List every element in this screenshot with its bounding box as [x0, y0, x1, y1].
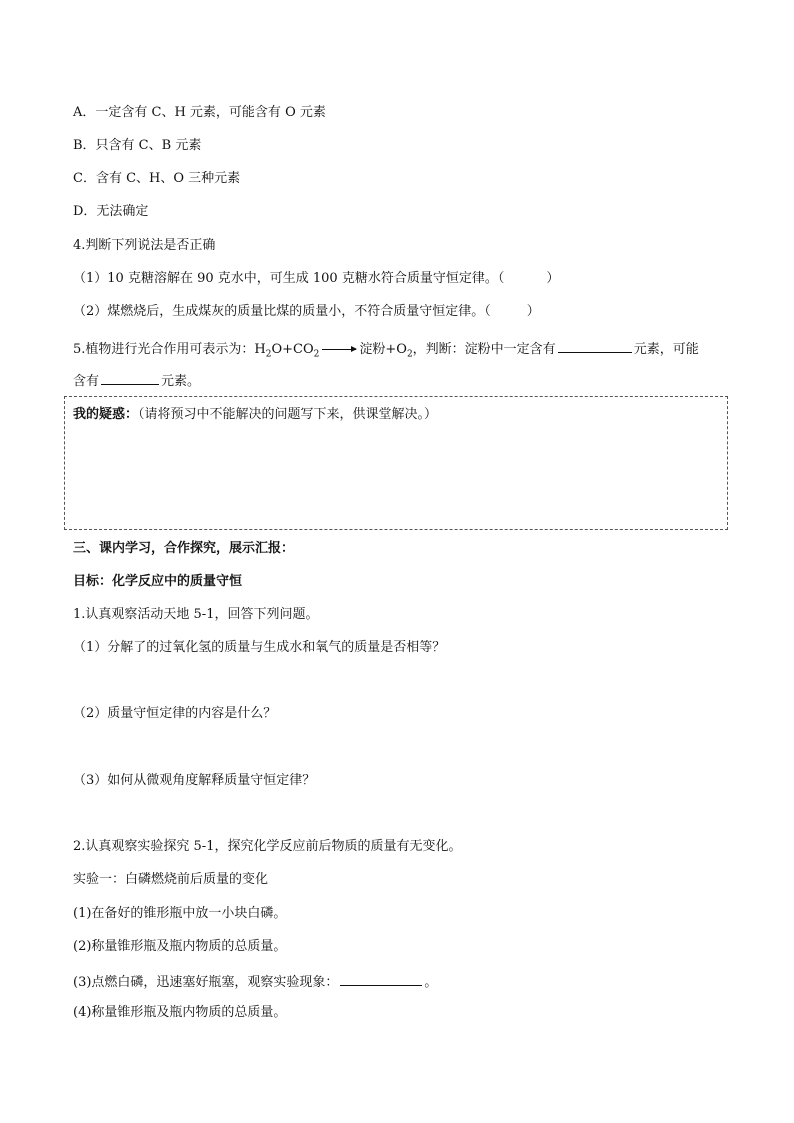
option-d: D．无法确定 — [73, 204, 149, 219]
q1-item-1: （1）分解了的过氧化氢的质量与生成水和氧气的质量是否相等？ — [73, 640, 446, 655]
q5-prefix: 5.植物进行光合作用可表示为：H — [73, 342, 266, 357]
step-1: (1)在备好的锥形瓶中放一小块白磷。 — [73, 906, 287, 921]
step-2: (2)称量锥形瓶及瓶内物质的总质量。 — [73, 939, 287, 954]
o2-subscript: 2 — [406, 349, 413, 360]
answer-blank-element-must[interactable] — [558, 338, 632, 353]
q5-reactant-co: O+CO — [271, 342, 314, 357]
co2-subscript: 2 — [313, 349, 320, 360]
goal-heading: 目标：化学反应中的质量守恒 — [73, 574, 243, 589]
q2-title: 2.认真观察实验探究 5-1，探究化学反应前后物质的质量有无变化。 — [73, 839, 462, 854]
answer-blank-element-may[interactable] — [101, 370, 159, 385]
questions-box[interactable] — [64, 396, 728, 530]
q4-title: 4.判断下列说法是否正确 — [73, 238, 216, 253]
q4-item-1-text: （1）10 克糖溶解在 90 克水中，可生成 100 克糖水符合质量守恒定律。（ — [73, 271, 505, 286]
q1-title: 1.认真观察活动天地 5-1，回答下列问题。 — [73, 607, 319, 622]
option-b: B．只含有 C、B 元素 — [73, 138, 202, 153]
q1-item-3: （3）如何从微观角度解释质量守恒定律？ — [73, 773, 316, 788]
h2o-subscript: 2 — [265, 349, 272, 360]
q5-line-2 — [73, 370, 200, 391]
q4-item-2-text: （2）煤燃烧后，生成煤灰的质量比煤的质量小，不符合质量守恒定律。（ — [73, 304, 491, 319]
experiment-1-title: 实验一：白磷燃烧前后质量的变化 — [73, 872, 269, 887]
option-c: C．含有 C、H、O 三种元素 — [73, 171, 241, 186]
q5-line-1 — [73, 338, 699, 359]
questions-box-prompt — [73, 406, 437, 424]
q4-item-2 — [73, 303, 540, 321]
q1-item-2: （2）质量守恒定律的内容是什么？ — [73, 706, 277, 721]
questions-box-text: （请将预习中不能解决的问题写下来，供课堂解决。） — [138, 407, 438, 422]
step-4: (4)称量锥形瓶及瓶内物质的总质量。 — [73, 1005, 287, 1020]
reaction-arrow-icon — [322, 349, 356, 350]
q5-line2-suffix: 元素。 — [161, 374, 201, 389]
q5-after-blank: 元素，可能 — [633, 342, 699, 357]
step-3-suffix: 。 — [424, 975, 438, 990]
q5-line2-prefix: 含有 — [73, 374, 100, 389]
q4-item-1 — [73, 270, 559, 288]
step-3-text: (3)点燃白磷，迅速塞好瓶塞，观察实验现象： — [73, 975, 339, 990]
section-3-heading: 三、课内学习，合作探究，展示汇报： — [73, 541, 295, 556]
q5-product: 淀粉+O — [359, 342, 407, 357]
q4-item-1-close: ） — [546, 271, 560, 286]
option-a: A．一定含有 C、H 元素，可能含有 O 元素 — [73, 105, 326, 120]
questions-box-label: 我的疑惑： — [73, 407, 139, 422]
q4-item-2-close: ） — [526, 304, 540, 319]
step-3 — [73, 971, 437, 992]
q5-judge: ，判断：淀粉中一定含有 — [412, 342, 556, 357]
answer-blank-phenomenon[interactable] — [340, 971, 422, 986]
